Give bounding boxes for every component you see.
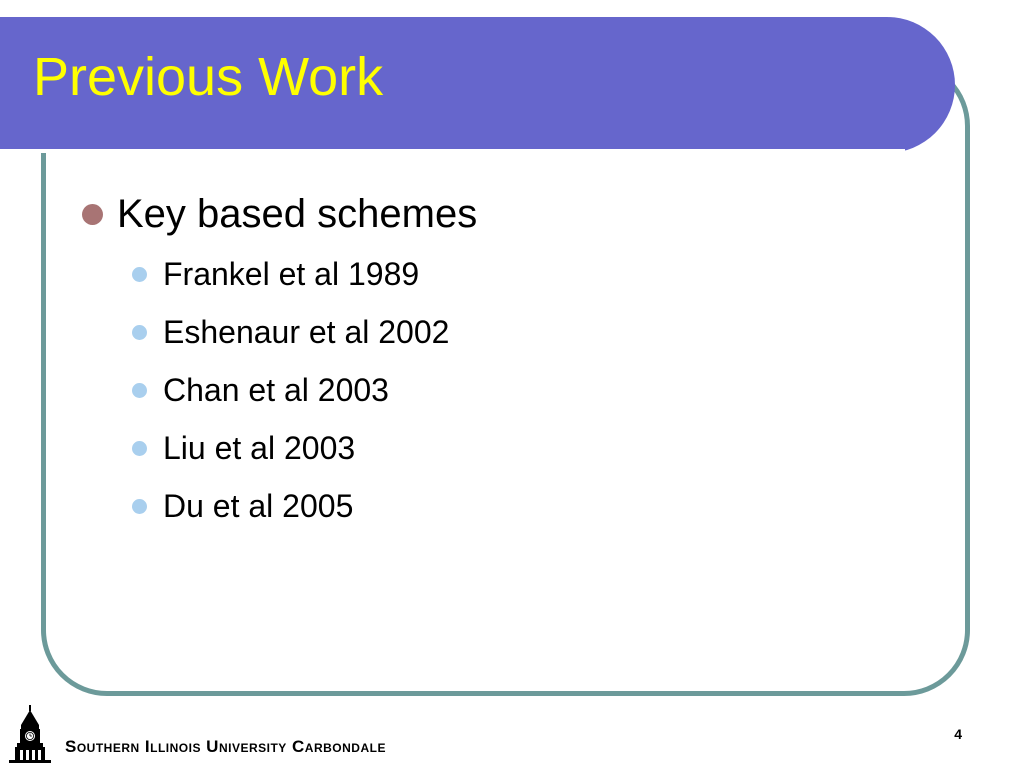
sub-bullet-text: Liu et al 2003 [163, 429, 356, 466]
slide-number: 4 [954, 726, 962, 742]
sub-bullet-text: Du et al 2005 [163, 487, 354, 524]
bullet-text: Key based schemes [117, 191, 478, 236]
sub-bullet-text: Eshenaur et al 2002 [163, 313, 450, 350]
footer-university-name: Southern Illinois University Carbondale [65, 737, 386, 756]
slide-title: Previous Work [33, 47, 384, 107]
sub-bullet-text: Chan et al 2003 [163, 371, 389, 408]
clock-tower-icon [7, 705, 53, 763]
sub-bullet-text: Frankel et al 1989 [163, 255, 420, 292]
content-frame [41, 60, 970, 696]
title-underline [0, 149, 905, 153]
